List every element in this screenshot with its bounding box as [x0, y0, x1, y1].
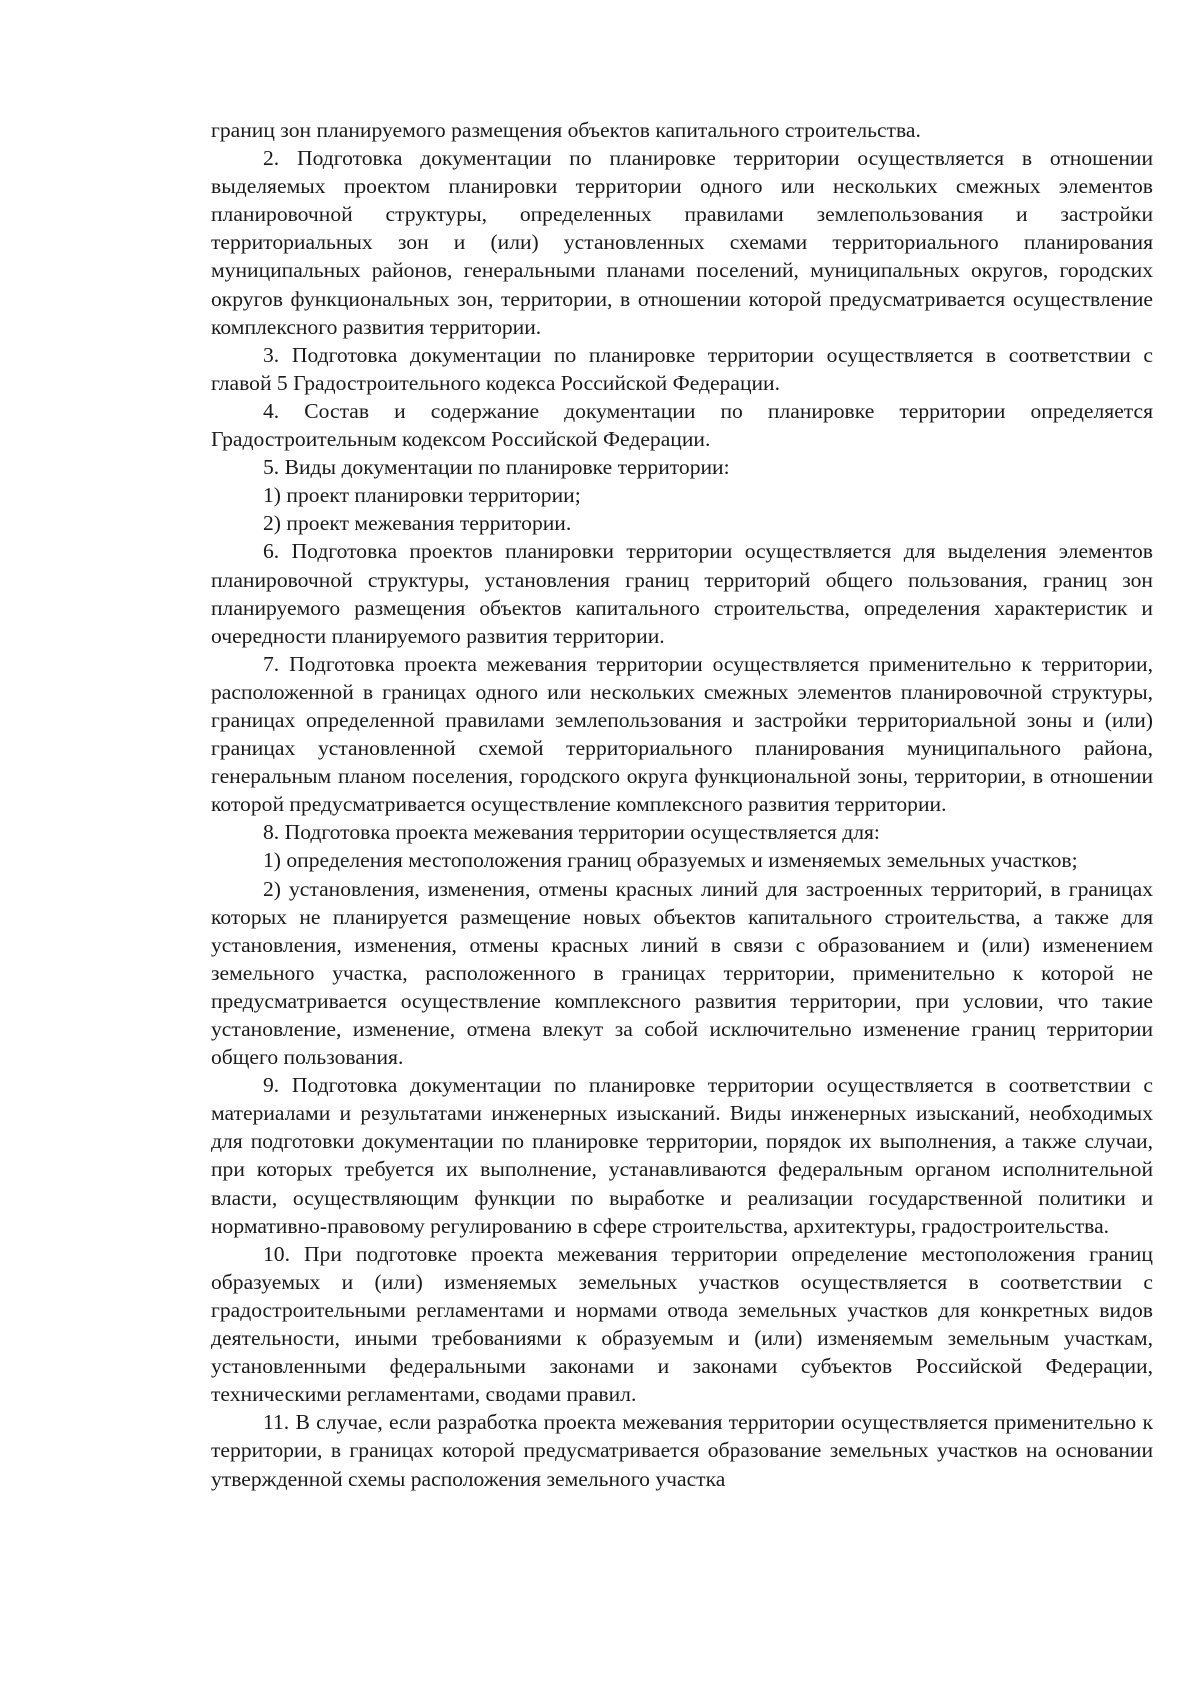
- paragraph-7: 7. Подготовка проекта межевания территории осуществляется применительно к территории, расположенной в границах одного или нескольких смежных элементов планировочной структуры, границах определенной правилами землепользования и застройки территориальной зоны и (или) границах установленной схемой территориального планирования муниципального района, генеральным планом поселения, городского округа функциональной зоны, территории, в отношении которой предусматривается осуществление комплексного развития территории.: [211, 651, 1153, 817]
- paragraph-2: 2. Подготовка документации по планировке территории осуществляется в отношении выделяемых проектом планировки территории одного или нескольких смежных элементов планировочной структуры, определенных правилами землепользования и застройки территориальных зон и (или) установленных схемами территориального планирования муниципальных районов, генеральными планами поселений, муниципальных округов, городских округов функциональных зон, территории, в отношении которой предусматривается осуществление комплексного развития территории.: [211, 146, 1153, 339]
- paragraph-8-item-1: 1) определения местоположения границ образуемых и изменяемых земельных участков;: [263, 848, 1078, 873]
- paragraph-8-item-2: 2) установления, изменения, отмены красных линий для застроенных территорий, в границах которых не планируется размещение новых объектов капитального строительства, а также для установления, изменения, отмены красных линий в связи с образованием и (или) изменением земельного участка, расположенного в границах территории, применительно к которой не предусматривается осуществление комплексного развития территории, при условии, что такие установление, изменение, отмена влекут за собой исключительно изменение границ территории общего пользования.: [211, 876, 1153, 1070]
- paragraph-9: 9. Подготовка документации по планировке территории осуществляется в соответствии с материалами и результатами инженерных изысканий. Виды инженерных изысканий, необходимых для подготовки документации по планировке территории, порядок их выполнения, а также случаи, при которых требуется их выполнение, устанавливаются федеральным органом исполнительной власти, осуществляющим функции по выработке и реализации государственной политики и нормативно-правовому регулированию в сфере строительства, архитектуры, градостроительства.: [211, 1073, 1153, 1238]
- paragraph-3: 3. Подготовка документации по планировке территории осуществляется в соответствии с главой 5 Градостроительного кодекса Российской Федерации.: [211, 342, 1153, 395]
- paragraph-8: 8. Подготовка проекта межевания территории осуществляется для:: [263, 820, 880, 845]
- document-body: [211, 116, 1153, 1493]
- paragraph-5-item-1: 1) проект планировки территории;: [263, 483, 581, 508]
- paragraph-6: 6. Подготовка проектов планировки территории осуществляется для выделения элементов планировочной структуры, установления границ территорий общего пользования, границ зон планируемого размещения объектов капитального строительства, определения характеристик и очередности планируемого развития территории.: [211, 539, 1153, 648]
- paragraph-5: 5. Виды документации по планировке территории:: [263, 455, 730, 480]
- paragraph-5-item-2: 2) проект межевания территории.: [263, 511, 572, 536]
- paragraph-continuation: границ зон планируемого размещения объектов капитального строительства.: [211, 118, 921, 142]
- paragraph-11: 11. В случае, если разработка проекта межевания территории осуществляется применительно к территории, в границах которой предусматривается образование земельных участков на основании утвержденной схемы расположения земельного участка: [211, 1410, 1153, 1491]
- paragraph-10: 10. При подготовке проекта межевания территории определение местоположения границ образуемых и (или) изменяемых земельных участков осуществляется в соответствии с градостроительными регламентами и нормами отвода земельных участков для конкретных видов деятельности, иными требованиями к образуемым и (или) изменяемым земельным участкам, установленными федеральными законами и законами субъектов Российской Федерации, техническими регламентами, сводами правил.: [211, 1241, 1153, 1407]
- paragraph-4: 4. Состав и содержание документации по планировке территории определяется Градостроительным кодексом Российской Федерации.: [211, 398, 1153, 452]
